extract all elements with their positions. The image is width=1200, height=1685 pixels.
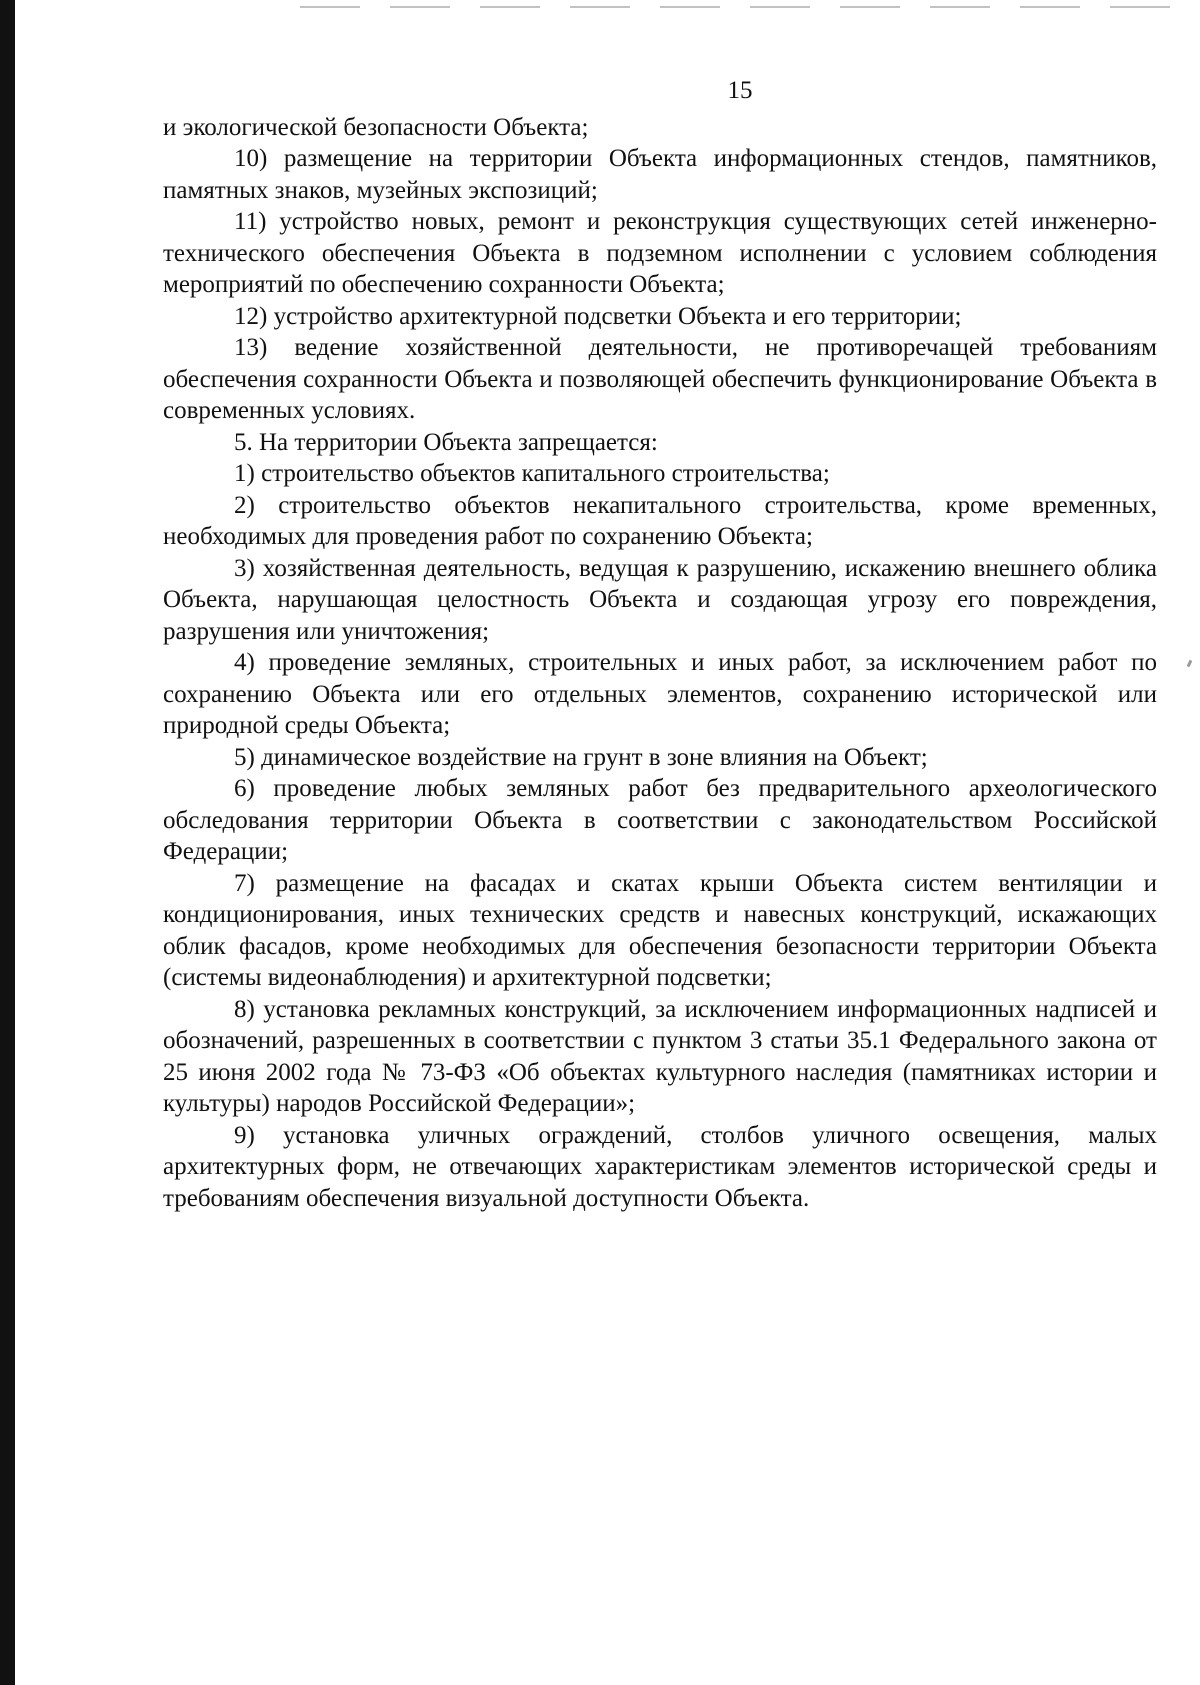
prohibition-item-2: 2) строительство объектов некапитального строительства, кроме временных, необходимых для проведения работ по сохранению Объекта; bbox=[163, 491, 1157, 550]
page-number: 15 bbox=[727, 77, 753, 104]
document-page bbox=[163, 75, 1157, 1214]
list-item-13: 13) ведение хозяйственной деятельности, не противоречащей требованиям обеспечения сохранности Объекта и позволяющей обеспечить функционирование Объекта в современных условиях. bbox=[163, 334, 1157, 424]
prohibition-item-4: 4) проведение земляных, строительных и иных работ, за исключением работ по сохранению Объекта или его отдельных элементов, сохранению исторической или природной среды Объекта; bbox=[163, 649, 1157, 739]
scan-edge bbox=[0, 0, 15, 1685]
section-5-heading: 5. На территории Объекта запрещается: bbox=[234, 428, 658, 456]
prohibition-item-7: 7) размещение на фасадах и скатах крыши Объекта систем вентиляции и кондиционирования, иных технических средств и навесных конструкций, искажающих облик фасадов, кроме необходимых для обеспечения безопасности территории Объекта (системы видеонаблюдения) и архитектурной подсветки; bbox=[163, 869, 1157, 991]
prohibition-item-8: 8) установка рекламных конструкций, за исключением информационных надписей и обозначений, разрешенных в соответствии с пунктом 3 статьи 35.1 Федерального закона от 25 июня 2002 года № 73-ФЗ «Об объектах культурного наследия (памятниках истории и культуры) народов Российской Федерации»; bbox=[163, 995, 1157, 1117]
scan-speck bbox=[1187, 660, 1193, 668]
prohibition-item-6: 6) проведение любых земляных работ без предварительного археологического обследования территории Объекта в соответствии с законодательством Российской Федерации; bbox=[163, 775, 1157, 865]
list-item-12: 12) устройство архитектурной подсветки Объекта и его территории; bbox=[234, 302, 962, 330]
prohibition-item-1: 1) строительство объектов капитального строительства; bbox=[234, 460, 830, 487]
prohibition-item-9: 9) установка уличных ограждений, столбов уличного освещения, малых архитектурных форм, не отвечающих характеристикам элементов исторической среды и требованиям обеспечения визуальной доступности Объекта. bbox=[163, 1121, 1157, 1212]
list-item-11: 11) устройство новых, ремонт и реконструкция существующих сетей инженерно-технического обеспечения Объекта в подземном исполнении с условием соблюдения мероприятий по обеспечению сохранности Объекта; bbox=[163, 208, 1157, 298]
prohibition-item-3: 3) хозяйственная деятельность, ведущая к разрушению, искажению внешнего облика Объекта, нарушающая целостность Объекта и создающая угрозу его повреждения, разрушения или уничтожения; bbox=[163, 554, 1157, 645]
list-item-10: 10) размещение на территории Объекта информационных стендов, памятников, памятных знаков, музейных экспозиций; bbox=[163, 145, 1157, 204]
paragraph: и экологической безопасности Объекта; bbox=[163, 113, 589, 141]
scan-top-marks bbox=[300, 6, 1200, 8]
prohibition-item-5: 5) динамическое воздействие на грунт в зоне влияния на Объект; bbox=[234, 743, 928, 771]
